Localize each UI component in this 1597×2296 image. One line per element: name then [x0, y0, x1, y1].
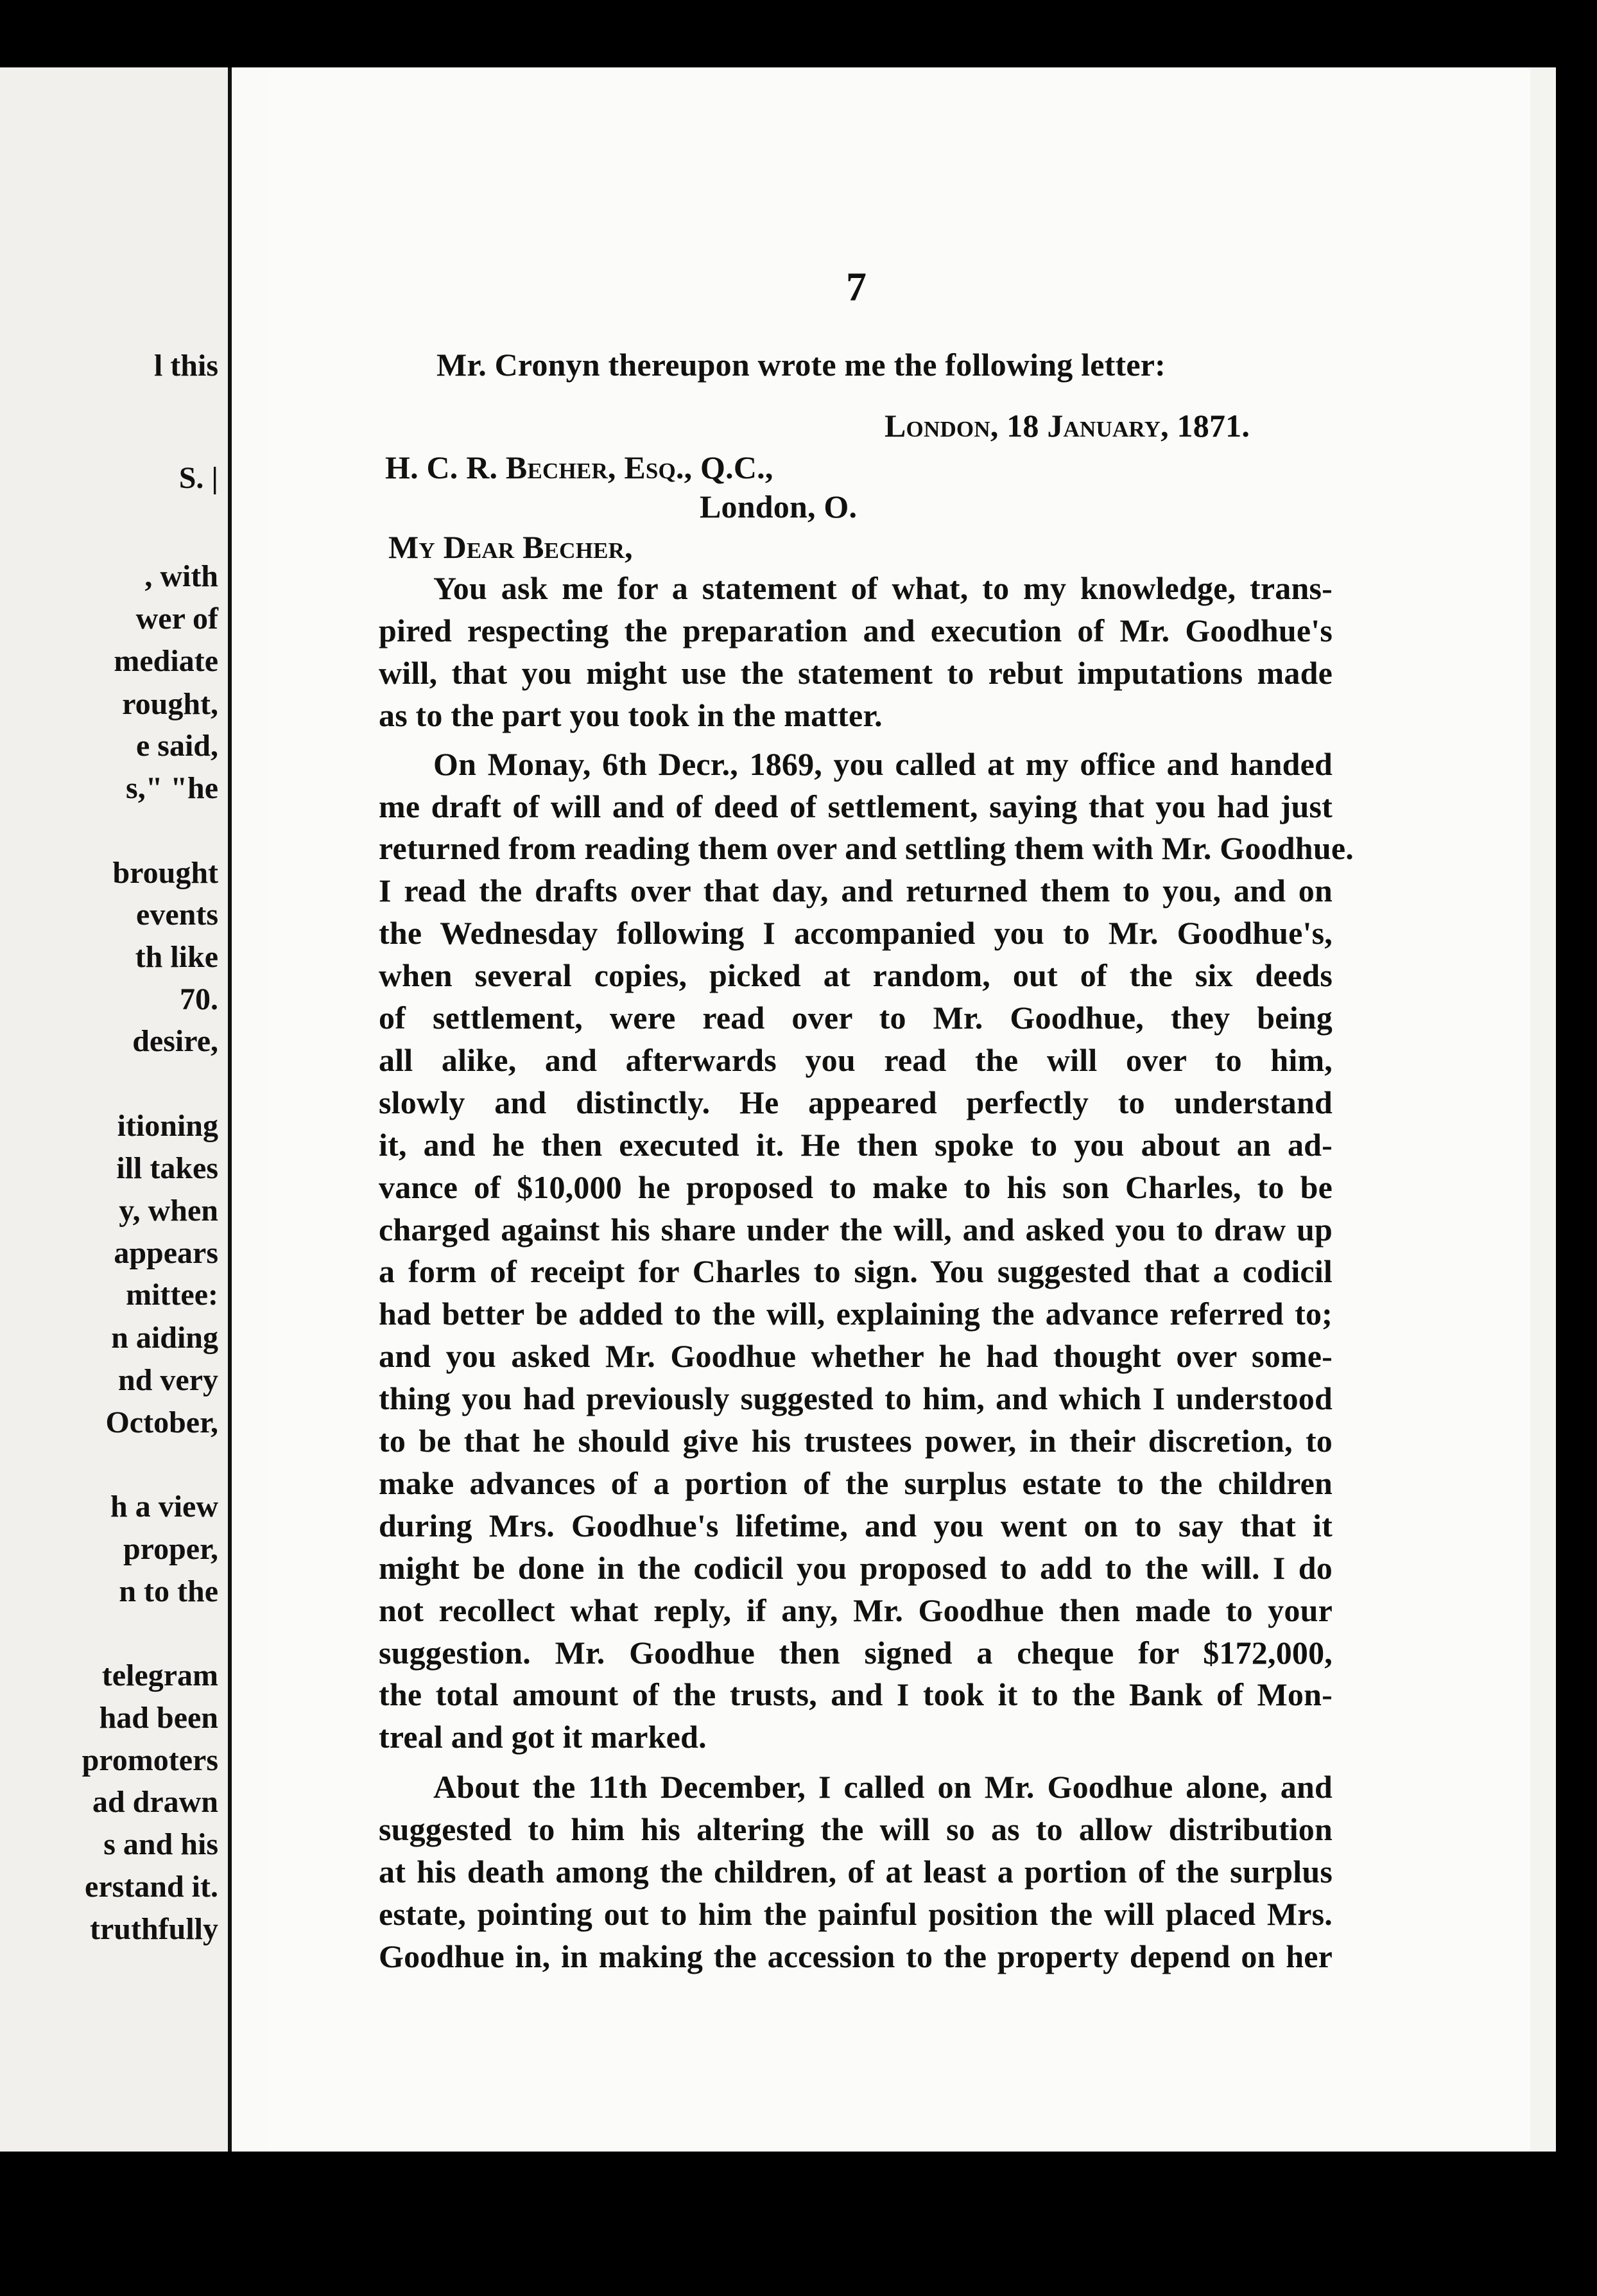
salutation: My Dear Becher, [388, 529, 633, 565]
facing-page-line: nd very [118, 1363, 218, 1397]
facing-page-line: ad drawn [92, 1785, 218, 1819]
body-line: will, that you might use the statement to rebut imputations made [379, 654, 1333, 691]
facing-page-line: had been [99, 1701, 218, 1735]
body-line: me draft of will and of deed of settlement, saying that you had just [379, 788, 1333, 824]
facing-page-line: l this [153, 349, 218, 383]
body-line: You ask me for a statement of what, to my knowledge, trans- [433, 570, 1333, 606]
facing-page-line: erstand it. [85, 1870, 218, 1904]
body-line: make advances of a portion of the surplus estate to the children [379, 1465, 1333, 1501]
facing-page-line: rought, [122, 687, 218, 721]
facing-page-line: promoters [82, 1743, 218, 1777]
facing-page-line: y, when [119, 1194, 218, 1228]
intro-line: Mr. Cronyn thereupon wrote me the following letter: [436, 347, 1166, 383]
facing-page-line: n aiding [111, 1321, 218, 1355]
facing-page-line: October, [105, 1405, 218, 1439]
facing-page-line: events [136, 898, 218, 932]
body-line: when several copies, picked at random, out of the six deeds [379, 957, 1333, 994]
body-line: treal and got it marked. [379, 1719, 707, 1755]
body-line: I read the drafts over that day, and returned them to you, and on [379, 873, 1333, 909]
body-line: to be that he should give his trustees power, in their discretion, to [379, 1423, 1333, 1459]
page-number: 7 [846, 264, 867, 309]
facing-page-line: th like [135, 940, 218, 974]
body-line: About the 11th December, I called on Mr. Goodhue alone, and [433, 1769, 1333, 1805]
facing-page-margin-rule [228, 67, 232, 2152]
facing-page-line: brought [112, 856, 218, 890]
facing-page-line: telegram [101, 1658, 218, 1692]
body-line: estate, pointing out to him the painful position the will placed Mrs. [379, 1895, 1333, 1932]
body-line: during Mrs. Goodhue's lifetime, and you went on to say that it [379, 1507, 1333, 1544]
facing-page-line: itioning [117, 1109, 218, 1143]
body-line: Goodhue in, in making the accession to the property depend on her [379, 1938, 1333, 1974]
body-line: suggestion. Mr. Goodhue then signed a cheque for $172,000, [379, 1634, 1333, 1671]
body-line: had better be added to the will, explaining the advance referred to; [379, 1296, 1333, 1332]
body-line: a form of receipt for Charles to sign. You suggested that a codicil [379, 1253, 1333, 1290]
body-line: all alike, and afterwards you read the will over to him, [379, 1041, 1333, 1078]
facing-page-line: n to the [119, 1574, 218, 1608]
facing-page-line: , with [144, 559, 218, 593]
facing-page-line: appears [114, 1236, 218, 1270]
body-line: thing you had previously suggested to him, and which I understood [379, 1380, 1333, 1417]
facing-page-line: wer of [135, 602, 218, 636]
body-line: the total amount of the trusts, and I took it to the Bank of Mon- [379, 1676, 1333, 1713]
addressee-line-2: London, O. [700, 489, 858, 525]
book-gutter [232, 67, 268, 2152]
facing-page-line: h a view [110, 1490, 218, 1524]
body-line: suggested to him his altering the will so as to allow distribution [379, 1811, 1333, 1848]
body-line: and you asked Mr. Goodhue whether he had thought over some- [379, 1338, 1333, 1375]
body-line: at his death among the children, of at least a portion of the surplus [379, 1854, 1333, 1890]
body-line: of settlement, were read over to Mr. Goodhue, they being [379, 1000, 1333, 1036]
body-line: as to the part you took in the matter. [379, 697, 883, 733]
facing-page-line: s and his [103, 1827, 218, 1861]
facing-page-line: mittee: [126, 1278, 218, 1312]
facing-page-line: ill takes [116, 1151, 218, 1185]
addressee-line-1: H. C. R. Becher, Esq., Q.C., [385, 449, 773, 485]
body-line: the Wednesday following I accompanied you to Mr. Goodhue's, [379, 915, 1333, 952]
facing-page-line: proper, [123, 1532, 218, 1566]
facing-page-line: S. | [178, 461, 218, 495]
body-line: charged against his share under the will, and asked you to draw up [379, 1211, 1333, 1248]
facing-page-line: s," "he [126, 771, 218, 805]
body-line: not recollect what reply, if any, Mr. Goodhue then made to your [379, 1592, 1333, 1628]
facing-page-line: e said, [135, 729, 218, 763]
facing-page-line: truthfully [89, 1912, 218, 1946]
facing-page-line: mediate [114, 644, 218, 678]
page-edge [1530, 67, 1556, 2152]
dateline: London, 18 January, 1871. [885, 408, 1250, 444]
body-line: it, and he then executed it. He then spoke to you about an ad- [379, 1126, 1333, 1163]
body-line: might be done in the codicil you proposed to add to the will. I do [379, 1549, 1333, 1586]
body-line: pired respecting the preparation and execution of Mr. Goodhue's [379, 612, 1333, 648]
facing-page-line: desire, [132, 1024, 218, 1058]
body-line: On Monay, 6th Decr., 1869, you called at my office and handed [433, 745, 1333, 782]
body-line: returned from reading them over and settling them with Mr. Goodhue. [379, 830, 1354, 867]
body-line: slowly and distinctly. He appeared perfectly to understand [379, 1084, 1333, 1120]
facing-page-line: 70. [180, 982, 218, 1016]
body-line: vance of $10,000 he proposed to make to his son Charles, to be [379, 1169, 1333, 1205]
